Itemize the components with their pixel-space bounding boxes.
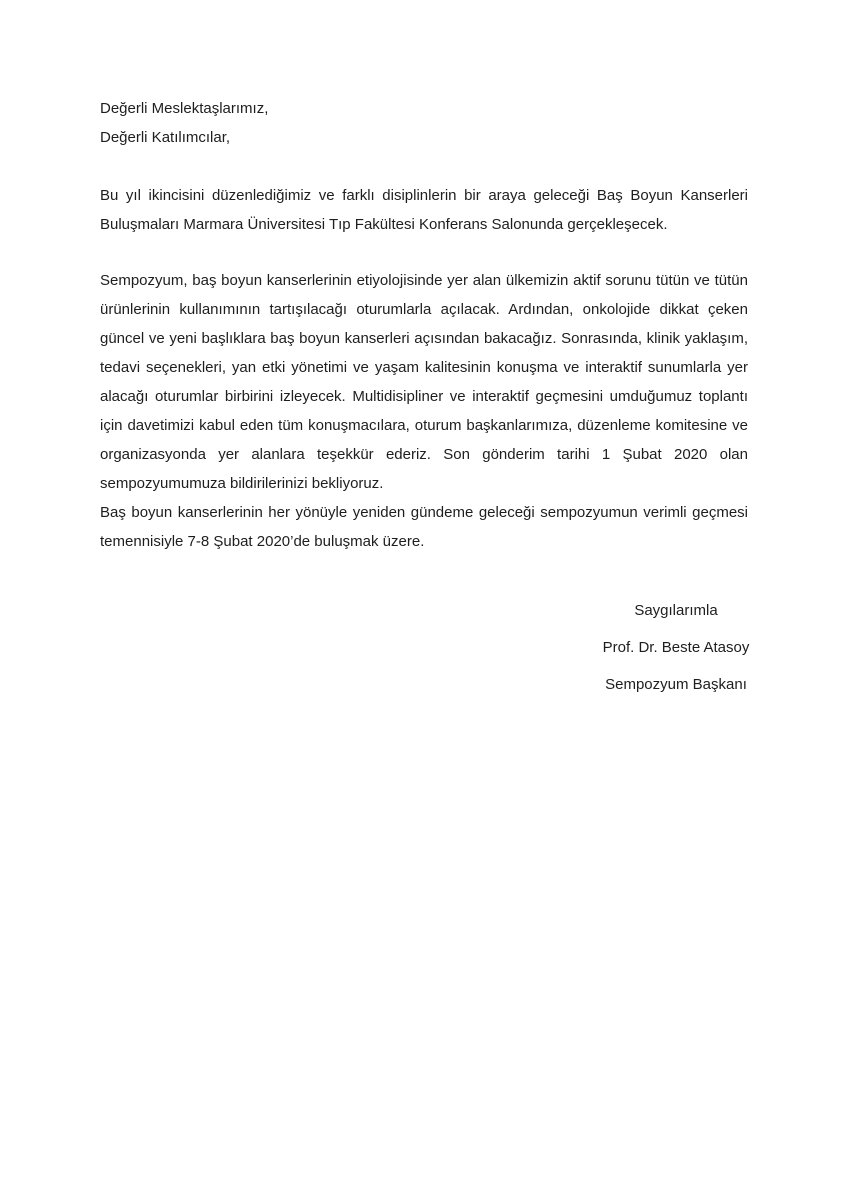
paragraph-intro-venue: Bu yıl ikincisini düzenlediğimiz ve farklı disiplinlerin bir araya geleceği Baş Boyun Kanserleri Buluşmaları Marmara Üniversitesi Tıp Fakültesi Konferans Salonunda gerçekleşecek.	[100, 187, 748, 233]
salutation-participants: Değerli Katılımcılar,	[100, 129, 231, 146]
signature-role: Sempozyum Başkanı	[605, 676, 747, 693]
signature-block	[576, 592, 776, 703]
paragraph-closing-wish: Baş boyun kanserlerinin her yönüyle yeniden gündeme geleceği sempozyumun verimli geçmesi temennisiyle 7-8 Şubat 2020’de buluşmak üzere.	[100, 504, 748, 550]
signature-name: Prof. Dr. Beste Atasoy	[602, 639, 750, 656]
salutation-colleagues: Değerli Meslektaşlarımız,	[100, 100, 269, 117]
paragraph-program-details: Sempozyum, baş boyun kanserlerinin etiyolojisinde yer alan ülkemizin aktif sorunu tütün ve tütün ürünlerinin kullanımının tartışılacağı oturumlarla açılacak. Ardından, onkolojide dikkat çeken güncel ve yeni başlıklara baş boyun kanserleri açısından bakacağız. Sonrasında, klinik yaklaşım, tedavi seçenekleri, yan etki yönetimi ve yaşam kalitesinin konuşma ve interaktif sunumlarla yer alacağı oturumlar birbirini izleyecek. Multidisipliner ve interaktif geçmesini umduğumuz toplantı için davetimizi kabul eden tüm konuşmacılara, oturum başkanlarımıza, düzenleme komitesine ve organizasyonda yer alanlara teşekkür ederiz. Son gönderim tarihi 1 Şubat 2020 olan sempozyumumuza bildirilerinizi bekliyoruz.	[100, 272, 748, 492]
letter-body	[100, 94, 748, 703]
signature-closing: Saygılarımla	[634, 602, 718, 619]
